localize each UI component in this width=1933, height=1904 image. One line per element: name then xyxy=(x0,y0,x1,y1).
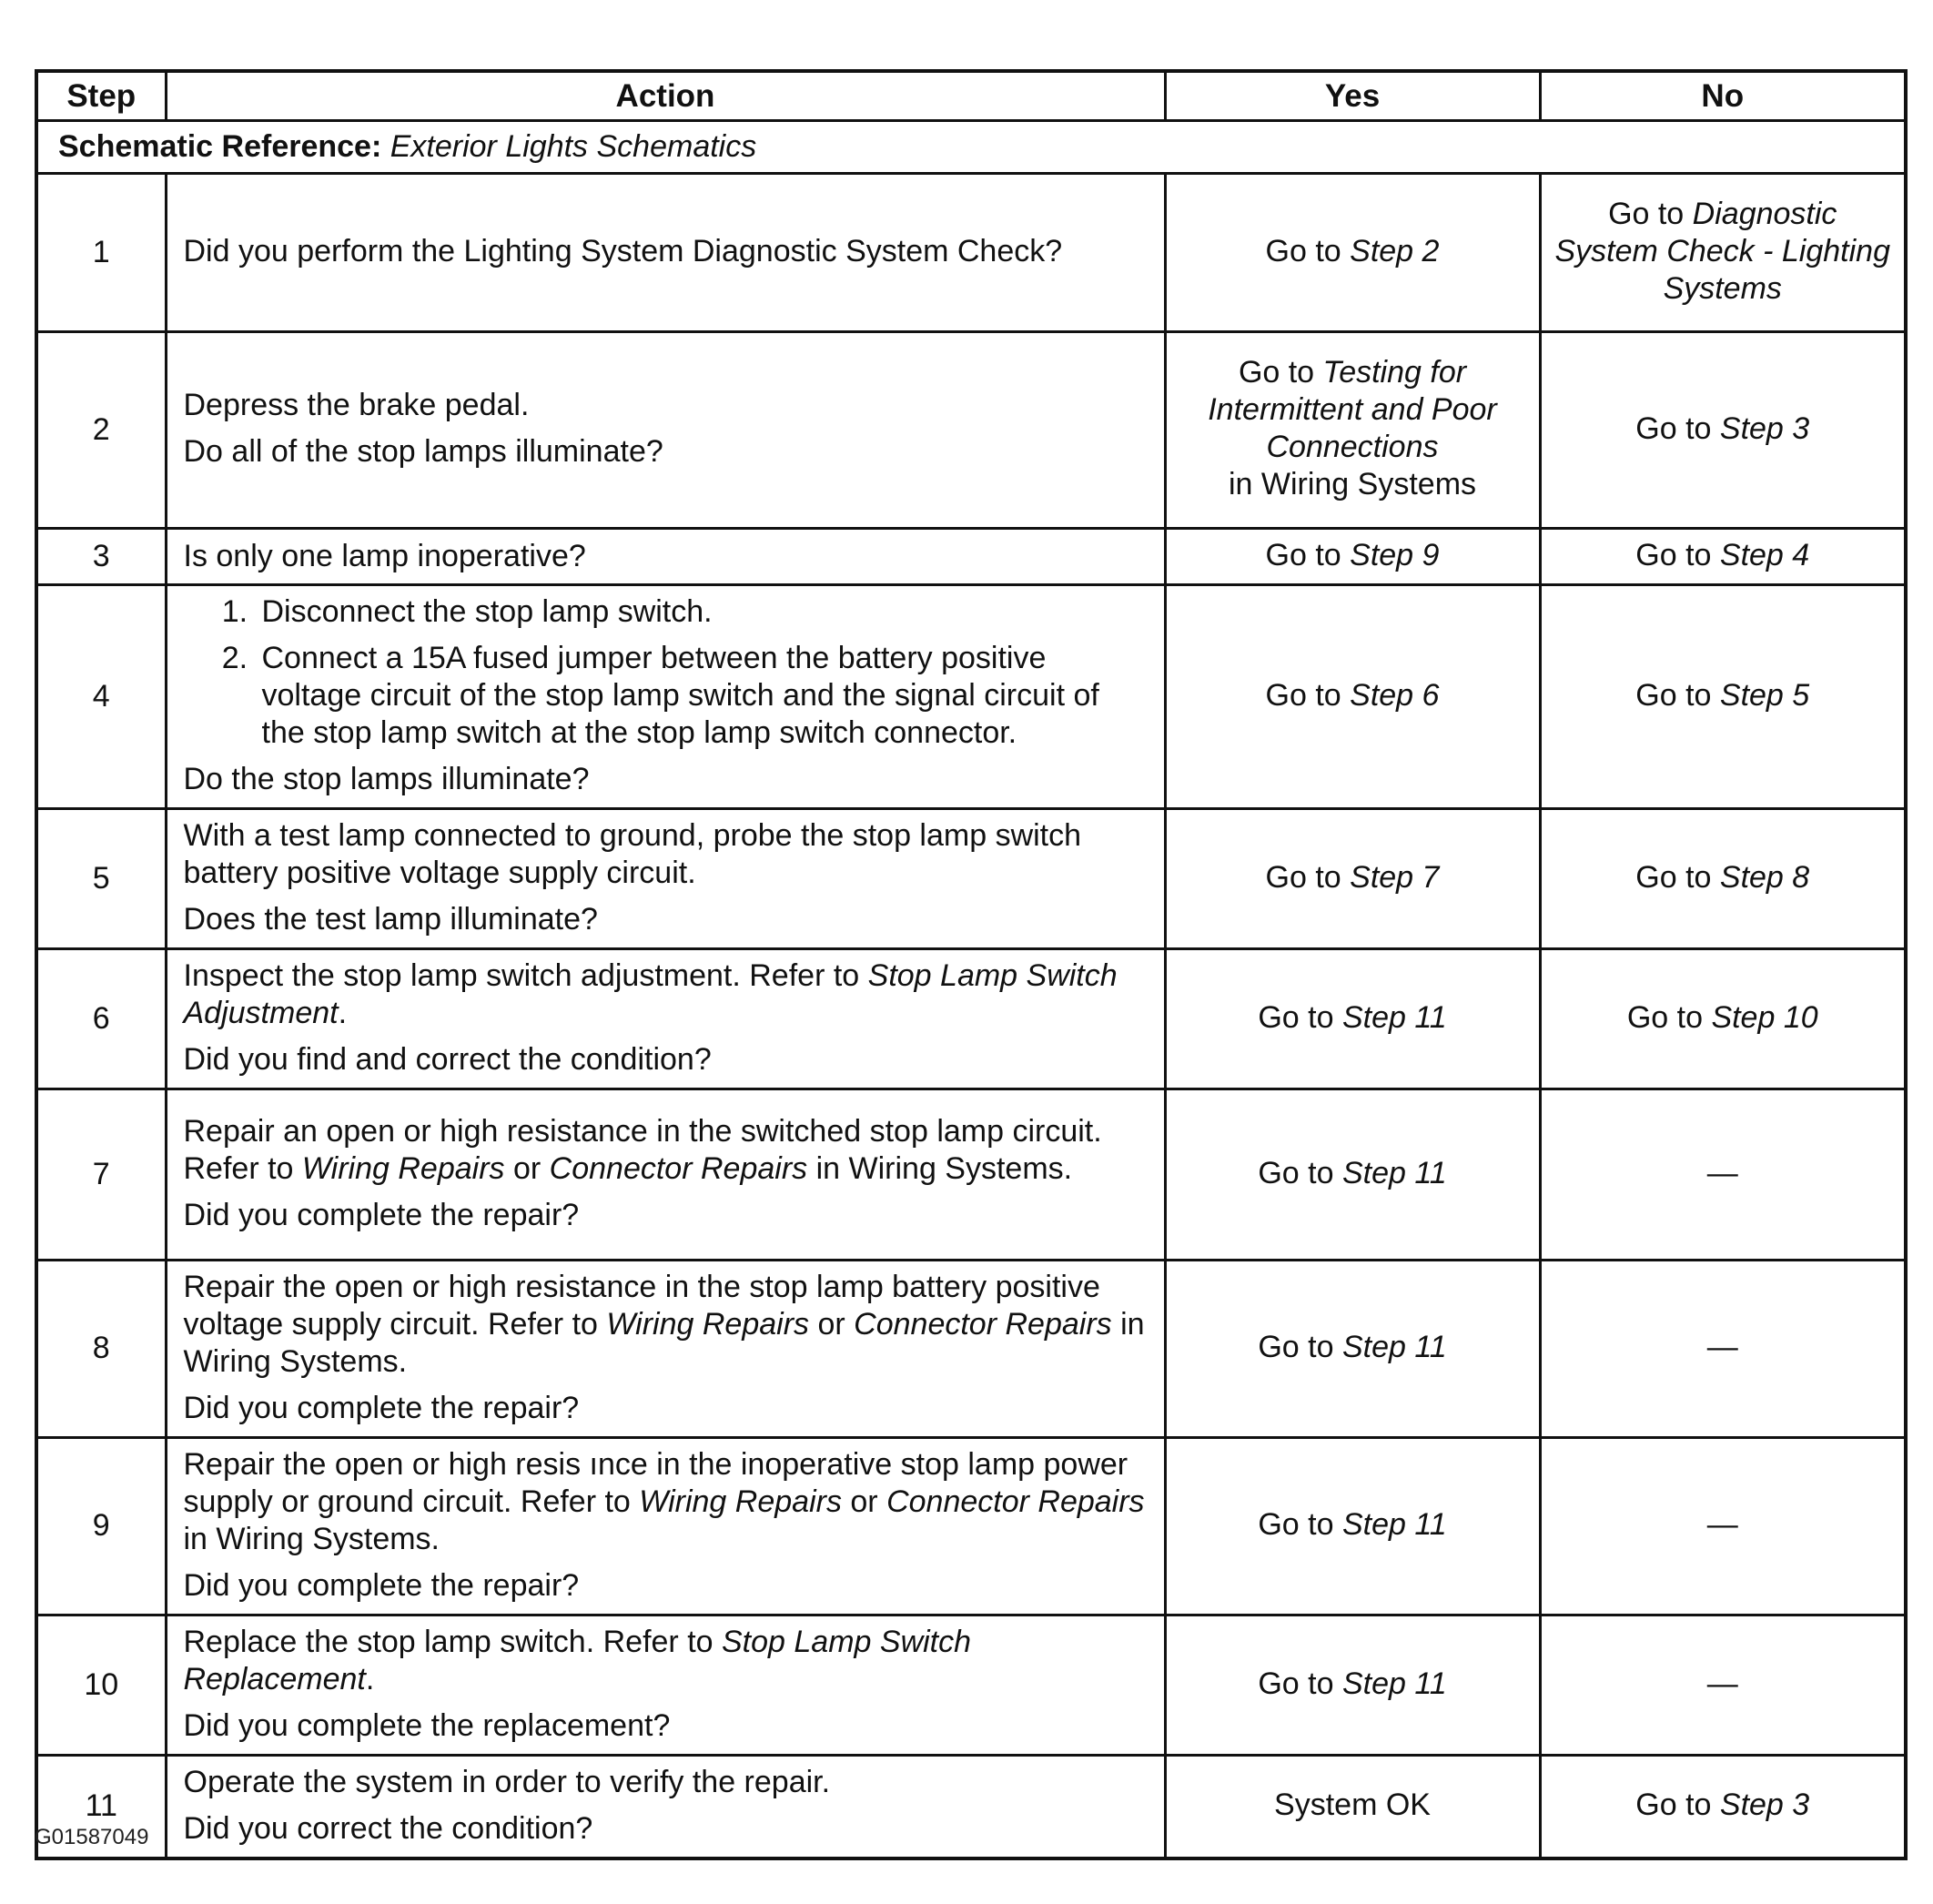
yes-cell xyxy=(1165,1260,1540,1437)
yes-cell xyxy=(1165,584,1540,808)
action-question: Did you complete the repair? xyxy=(183,1390,580,1425)
yes-cell xyxy=(1165,808,1540,948)
action-question: Did you correct the condition? xyxy=(183,1810,593,1846)
no-cell xyxy=(1540,584,1906,808)
no-prefix: Go to xyxy=(1635,1788,1720,1822)
table-row xyxy=(36,1437,1906,1615)
yes-prefix: Go to xyxy=(1265,537,1351,572)
step-number: 9 xyxy=(36,1437,166,1615)
instruction-text: Repair the open or high resistance in the stop lamp battery positive voltage supply circuit. Refer to xyxy=(183,1269,1100,1342)
action-instruction xyxy=(184,1446,1148,1558)
action-instruction xyxy=(184,1624,1148,1698)
figure-id: G01587049 xyxy=(35,1825,149,1849)
action-cell xyxy=(166,173,1165,331)
action-numbered-list xyxy=(184,593,1148,752)
instruction-mid: or xyxy=(809,1306,855,1342)
yes-prefix: Go to xyxy=(1258,1666,1342,1701)
table-row xyxy=(36,528,1906,584)
no-cell xyxy=(1540,1615,1906,1755)
yes-prefix: Go to xyxy=(1265,677,1351,713)
instruction-end: in Wiring Systems. xyxy=(183,1306,1145,1379)
yes-link[interactable]: Step 11 xyxy=(1341,999,1447,1035)
yes-cell xyxy=(1165,528,1540,584)
instruction-text: Repair an open or high resistance in the switched stop lamp circuit. Refer to xyxy=(183,1113,1102,1186)
yes-link[interactable]: Step 11 xyxy=(1341,1507,1447,1542)
yes-suffix: in Wiring Systems xyxy=(1228,467,1477,501)
yes-prefix: Go to xyxy=(1265,859,1351,895)
yes-cell xyxy=(1165,1437,1540,1615)
no-cell xyxy=(1540,528,1906,584)
yes-link[interactable]: Step 6 xyxy=(1350,677,1440,713)
yes-cell xyxy=(1165,948,1540,1089)
table-row xyxy=(36,1260,1906,1437)
action-instruction: Operate the system in order to verify the repair. xyxy=(183,1764,831,1799)
step-number: 8 xyxy=(36,1260,166,1437)
no-prefix: Go to xyxy=(1626,999,1712,1035)
no-link[interactable]: Step 5 xyxy=(1719,677,1810,713)
step-number: 4 xyxy=(36,584,166,808)
no-cell xyxy=(1540,173,1906,331)
header-yes: Yes xyxy=(1165,71,1540,120)
instruction-end: . xyxy=(365,1661,375,1696)
instruction-end: in Wiring Systems. xyxy=(183,1521,440,1556)
no-prefix: Go to xyxy=(1635,537,1720,572)
instruction-end: in Wiring Systems. xyxy=(807,1150,1073,1186)
table-row xyxy=(36,173,1906,331)
action-cell xyxy=(166,1615,1165,1755)
step-number: 7 xyxy=(36,1089,166,1260)
no-cell xyxy=(1540,1260,1906,1437)
reference-link[interactable]: Wiring Repairs xyxy=(301,1150,505,1186)
table-row xyxy=(36,1615,1906,1755)
yes-link[interactable]: Testing for Intermittent and Poor Connections xyxy=(1208,355,1497,464)
list-item: 2. Connect a 15A fused jumper between the battery positive voltage circuit of the stop lamp switch and the signal circuit of the stop lamp switch at the stop lamp switch connector. xyxy=(257,640,1148,752)
action-cell xyxy=(166,808,1165,948)
instruction-text: Repair the open or high resis ınce in the inoperative stop lamp power supply or ground circuit. Refer to xyxy=(183,1446,1128,1519)
yes-prefix: Go to xyxy=(1258,1330,1342,1364)
reference-link[interactable]: Wiring Repairs xyxy=(606,1306,810,1342)
no-prefix: Go to xyxy=(1635,859,1720,895)
action-cell xyxy=(166,584,1165,808)
yes-prefix: Go to xyxy=(1265,233,1351,268)
yes-cell xyxy=(1165,1755,1540,1858)
action-instruction: With a test lamp connected to ground, probe the stop lamp switch battery positive voltage supply circuit. xyxy=(183,817,1082,890)
header-no: No xyxy=(1540,71,1906,120)
yes-link[interactable]: Step 9 xyxy=(1350,537,1440,572)
action-question: Did you complete the repair? xyxy=(183,1567,580,1603)
action-question: Did you find and correct the condition? xyxy=(183,1041,712,1077)
no-cell xyxy=(1540,1437,1906,1615)
yes-cell xyxy=(1165,331,1540,528)
table-row xyxy=(36,584,1906,808)
yes-link[interactable]: Step 11 xyxy=(1341,1666,1447,1701)
action-cell xyxy=(166,1755,1165,1858)
list-item: 1. Disconnect the stop lamp switch. xyxy=(257,593,1148,631)
yes-link[interactable]: Step 11 xyxy=(1341,1330,1447,1364)
action-question: Do all of the stop lamps illuminate? xyxy=(183,434,663,469)
instruction-end: . xyxy=(338,995,348,1030)
yes-cell xyxy=(1165,173,1540,331)
reference-link[interactable]: Connector Repairs xyxy=(854,1306,1112,1342)
instruction-text: Replace the stop lamp switch. Refer to xyxy=(183,1624,722,1659)
no-cell xyxy=(1540,808,1906,948)
action-cell xyxy=(166,1089,1165,1260)
header-row xyxy=(36,71,1906,120)
yes-link[interactable]: Step 11 xyxy=(1341,1155,1447,1190)
action-cell xyxy=(166,1260,1165,1437)
action-cell xyxy=(166,331,1165,528)
header-action: Action xyxy=(166,71,1165,120)
no-dash: — xyxy=(1706,1666,1738,1701)
yes-link[interactable]: Step 2 xyxy=(1350,233,1440,268)
reference-link[interactable]: Wiring Repairs xyxy=(639,1484,842,1519)
instruction-text: Inspect the stop lamp switch adjustment. Refer to xyxy=(183,957,868,993)
yes-text: System OK xyxy=(1274,1788,1431,1822)
reference-link[interactable]: Connector Repairs xyxy=(886,1484,1145,1519)
table-row xyxy=(36,1755,1906,1858)
table-row xyxy=(36,1089,1906,1260)
no-link[interactable]: Step 4 xyxy=(1719,537,1810,572)
yes-cell xyxy=(1165,1615,1540,1755)
no-cell xyxy=(1540,1089,1906,1260)
reference-link[interactable]: Stop Lamp Switch Replacement xyxy=(183,1624,972,1696)
schematic-reference xyxy=(36,120,1906,173)
action-question: Did you perform the Lighting System Diagnostic System Check? xyxy=(183,233,1063,268)
action-instruction: Depress the brake pedal. xyxy=(183,388,530,422)
step-number: 6 xyxy=(36,948,166,1089)
no-link[interactable]: Step 8 xyxy=(1719,859,1810,895)
instruction-mid: or xyxy=(504,1150,550,1186)
action-question: Does the test lamp illuminate? xyxy=(183,901,598,937)
step-number: 1 xyxy=(36,173,166,331)
action-question: Did you complete the replacement? xyxy=(183,1707,671,1743)
no-prefix: Go to xyxy=(1635,677,1720,713)
action-instruction xyxy=(184,957,1148,1032)
action-instruction xyxy=(184,1269,1148,1381)
action-instruction xyxy=(184,1113,1148,1188)
header-step: Step xyxy=(36,71,166,120)
table-row xyxy=(36,331,1906,528)
no-prefix: Go to xyxy=(1635,410,1720,446)
yes-link[interactable]: Step 7 xyxy=(1350,859,1440,895)
no-dash: — xyxy=(1706,1330,1738,1364)
action-question: Is only one lamp inoperative? xyxy=(183,538,586,573)
yes-cell xyxy=(1165,1089,1540,1260)
yes-prefix: Go to xyxy=(1258,1155,1342,1190)
schematic-reference-label: Schematic Reference: xyxy=(58,128,382,164)
table-row xyxy=(36,948,1906,1089)
reference-link[interactable]: Connector Repairs xyxy=(549,1150,808,1186)
action-cell xyxy=(166,948,1165,1089)
instruction-mid: or xyxy=(841,1484,887,1519)
no-prefix: Go to xyxy=(1608,196,1693,231)
no-link[interactable]: Step 3 xyxy=(1719,410,1810,446)
action-cell xyxy=(166,1437,1165,1615)
no-dash: — xyxy=(1706,1507,1738,1542)
schematic-reference-link[interactable]: Exterior Lights Schematics xyxy=(390,128,757,164)
no-link[interactable]: Step 3 xyxy=(1719,1788,1810,1822)
action-cell xyxy=(166,528,1165,584)
action-question: Did you complete the repair? xyxy=(183,1197,580,1232)
step-number: 5 xyxy=(36,808,166,948)
schematic-reference-row xyxy=(36,120,1906,173)
step-number: 3 xyxy=(36,528,166,584)
table-row xyxy=(36,808,1906,948)
no-cell xyxy=(1540,331,1906,528)
step-number: 11 xyxy=(36,1755,166,1858)
yes-prefix: Go to xyxy=(1258,999,1342,1035)
action-question: Do the stop lamps illuminate? xyxy=(183,761,590,796)
step-number: 10 xyxy=(36,1615,166,1755)
reference-link[interactable]: Stop Lamp Switch Adjustment xyxy=(183,957,1118,1030)
diagnostic-table xyxy=(35,69,1908,1860)
yes-prefix: Go to xyxy=(1258,1507,1342,1542)
no-dash: — xyxy=(1706,1155,1738,1190)
no-link[interactable]: Step 10 xyxy=(1711,999,1818,1035)
no-cell xyxy=(1540,948,1906,1089)
step-number: 2 xyxy=(36,331,166,528)
yes-prefix: Go to xyxy=(1238,355,1323,390)
no-link[interactable]: Diagnostic System Check - Lighting Systems xyxy=(1554,196,1890,306)
no-cell xyxy=(1540,1755,1906,1858)
